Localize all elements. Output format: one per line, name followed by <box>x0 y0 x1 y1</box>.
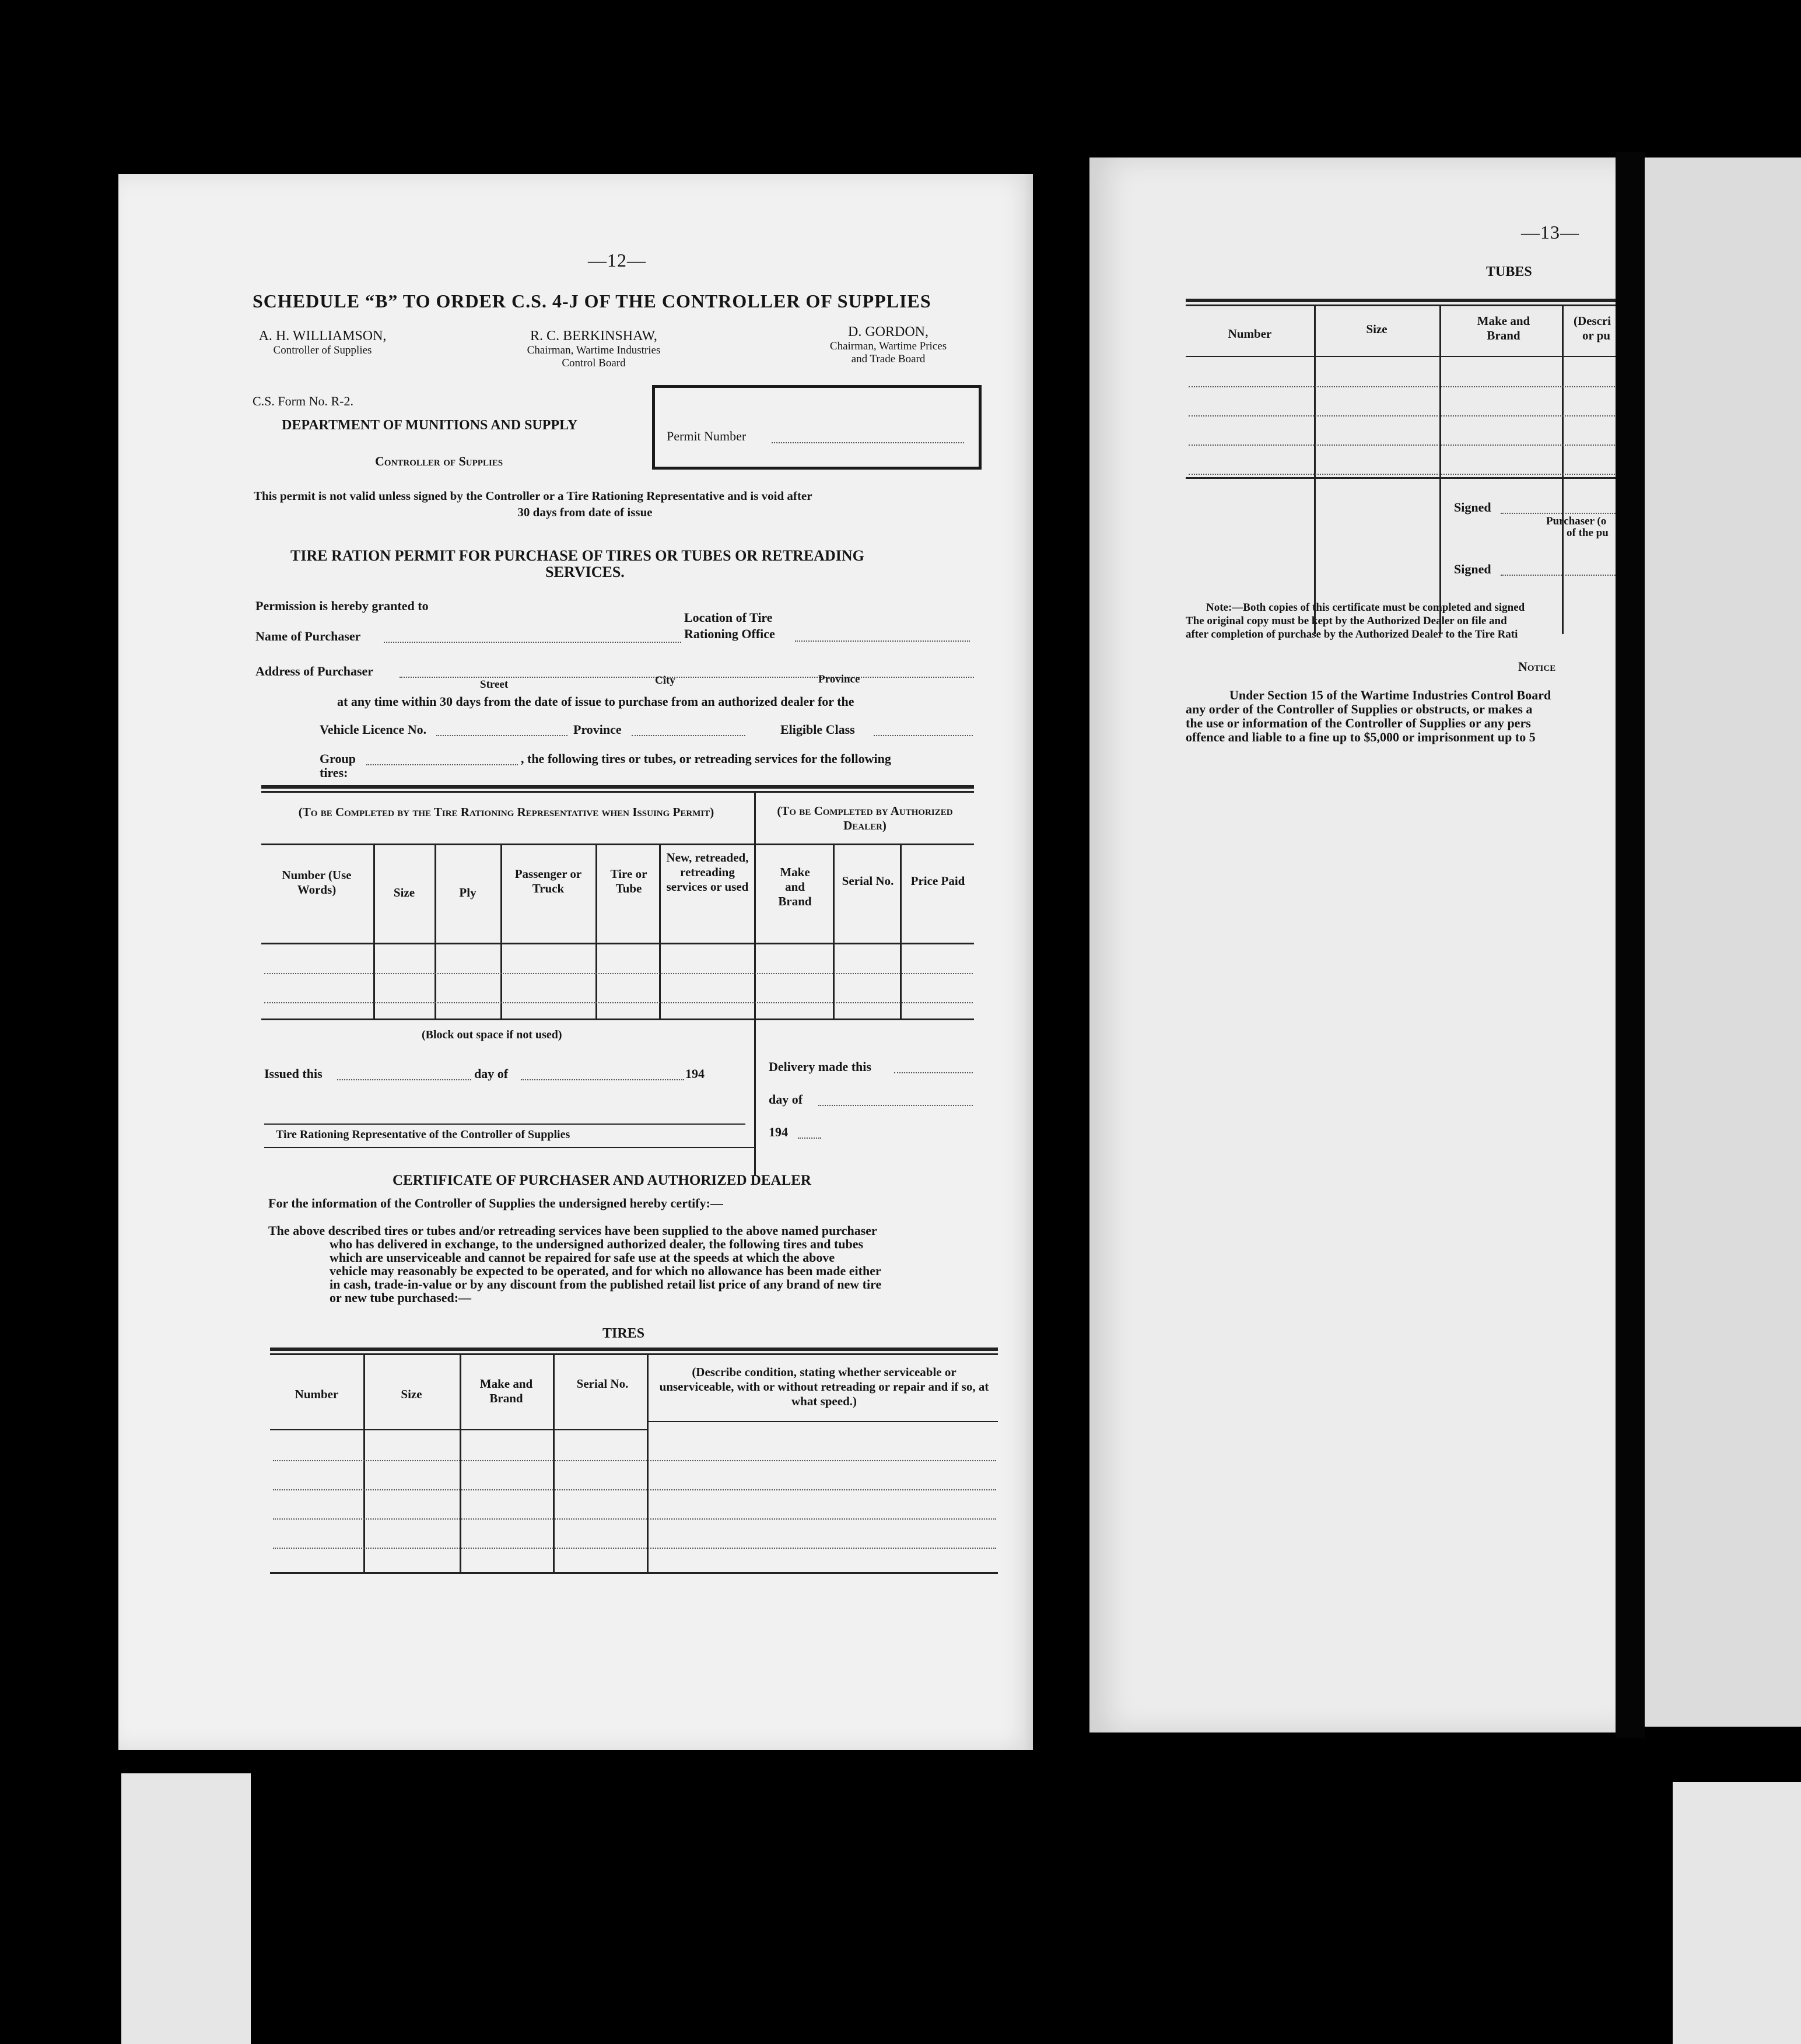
bottom-right-stub <box>1673 1782 1801 2044</box>
tires-col-number: Number <box>295 1387 339 1401</box>
tires-col-size: Size <box>401 1387 422 1401</box>
vehicle-licence-line[interactable] <box>436 735 567 736</box>
note-line: The original copy must be kept by the Authorized Dealer on file and <box>1186 615 1507 627</box>
col-serial-no: Serial No. <box>842 874 894 888</box>
notice-block <box>1186 688 1551 744</box>
col-size: Size <box>393 886 415 900</box>
permit-title-line-2: SERVICES. <box>545 564 625 580</box>
tubes-heading: TUBES <box>1486 264 1532 279</box>
validity-line-1: This permit is not valid unless signed by the Controller or a Tire Rationing Representative and is void after <box>254 489 812 503</box>
anytime-text: at any time within 30 days from the date of issue to purchase from an authorized dealer for the <box>337 694 854 709</box>
cert-line: who has delivered in exchange, to the undersigned authorized dealer, the following tires and tubes <box>330 1237 864 1251</box>
col-tire-tube: Tire or Tube <box>610 867 647 895</box>
col-make-brand: Make and Brand <box>778 865 812 908</box>
certificate-body <box>268 1224 881 1304</box>
tubes-col-number: Number <box>1228 327 1272 341</box>
bottom-left-stub <box>121 1773 251 2044</box>
official-williamson <box>235 328 410 357</box>
controller-label: Controller of Supplies <box>375 454 503 468</box>
notice-line: any order of the Controller of Supplies or obstructs, or makes a <box>1186 702 1533 716</box>
official-gordon <box>801 324 976 366</box>
official-name: R. C. BERKINSHAW, <box>530 328 657 344</box>
tires-label: tires: <box>320 765 348 780</box>
delivery-month-line[interactable] <box>818 1105 973 1106</box>
signed-line-2[interactable] <box>1501 575 1621 576</box>
official-role: Chairman, Wartime Industries <box>527 344 661 356</box>
tires-col-serial: Serial No. <box>576 1377 629 1391</box>
col-number: Number (Use Words) <box>282 868 352 897</box>
note-block <box>1186 601 1525 641</box>
delivery-day-line[interactable] <box>894 1072 973 1073</box>
permit-number-label: Permit Number <box>667 429 747 443</box>
permit-table-right-heading: (To be Completed by Authorized Dealer) <box>777 804 953 832</box>
official-berkinshaw <box>497 328 690 370</box>
note-line: Note:—Both copies of this certificate must be completed and signed <box>1206 601 1525 614</box>
cert-line: in cash, trade-in-value or by any discount from the published retail list price of any brand of new tire <box>330 1277 882 1292</box>
signed-label-2: Signed <box>1454 562 1491 576</box>
address-label: Address of Purchaser <box>255 664 374 678</box>
page-fold-shadow <box>1024 169 1088 1751</box>
form-number: C.S. Form No. R-2. <box>253 394 353 408</box>
tubes-col-describe <box>1574 314 1621 343</box>
far-right-page <box>1645 158 1801 1727</box>
province-line[interactable] <box>632 735 745 736</box>
cert-line: vehicle may reasonably be expected to be operated, and for which no allowance has been made either <box>330 1264 881 1278</box>
city-label: City <box>655 674 675 687</box>
signed-label-1: Signed <box>1454 500 1491 514</box>
issued-month-line[interactable] <box>521 1079 684 1080</box>
department: DEPARTMENT OF MUNITIONS AND SUPPLY <box>282 418 578 433</box>
name-of-purchaser-line[interactable] <box>384 642 681 643</box>
validity-line-2: 30 days from date of issue <box>517 505 653 519</box>
location-line[interactable] <box>795 640 970 642</box>
street-label: Street <box>480 678 509 691</box>
address-line[interactable] <box>400 677 974 678</box>
issued-day-line[interactable] <box>337 1079 471 1080</box>
group-label: Group <box>320 751 356 766</box>
representative-label: Tire Rationing Representative of the Controller of Supplies <box>276 1128 570 1141</box>
tubes-col-describe-1: (Descri <box>1574 314 1611 328</box>
issued-this-label: Issued this <box>264 1066 323 1081</box>
official-name: A. H. WILLIAMSON, <box>258 328 387 344</box>
notice-heading: Notice <box>1518 659 1556 674</box>
tubes-col-describe-2: or pu <box>1582 328 1611 342</box>
delivery-year-line[interactable] <box>798 1138 821 1139</box>
tires-col-make-brand: Make and Brand <box>479 1377 533 1405</box>
notice-line: the use or information of the Controller of Supplies or any pers <box>1186 716 1531 730</box>
cert-line: The above described tires or tubes and/or retreading services have been supplied to the above named purchaser <box>268 1223 877 1238</box>
eligible-class-label: Eligible Class <box>780 722 855 737</box>
certificate-title: CERTIFICATE OF PURCHASER AND AUTHORIZED DEALER <box>393 1172 811 1188</box>
cert-line: which are unserviceable and cannot be repaired for safe use at the speeds at which the above <box>330 1250 835 1265</box>
purchaser-label-cut: Purchaser (o <box>1546 515 1607 527</box>
group-rest-text: , the following tires or tubes, or retreading services for the following <box>521 751 891 766</box>
schedule-title: SCHEDULE “B” TO ORDER C.S. 4-J OF THE CONTROLLER OF SUPPLIES <box>253 290 931 312</box>
delivery-year-label: 194 <box>769 1125 788 1139</box>
official-name: D. GORDON, <box>848 324 928 340</box>
province-label: Province <box>573 722 622 737</box>
left-page <box>118 174 1033 1750</box>
note-line: after completion of purchase by the Authorized Dealer to the Tire Rati <box>1186 628 1518 640</box>
notice-line: offence and liable to a fine up to $5,000 or imprisonment up to 5 <box>1186 730 1536 744</box>
official-role-2: Control Board <box>562 357 626 369</box>
location-label-2: Rationing Office <box>684 626 775 641</box>
official-role: Controller of Supplies <box>273 344 372 356</box>
permit-table-left-heading: (To be Completed by the Tire Rationing Representative when Issuing Permit) <box>298 805 714 819</box>
tires-col-condition: (Describe condition, stating whether serviceable or unserviceable, with or without retreading or repair and if so, at what speed.) <box>659 1365 989 1408</box>
permit-number-line <box>772 442 964 443</box>
vehicle-licence-label: Vehicle Licence No. <box>320 722 427 737</box>
official-role-2: and Trade Board <box>851 353 926 365</box>
permit-number-box <box>652 385 982 470</box>
issued-year-label: 194 <box>685 1066 705 1081</box>
eligible-class-line[interactable] <box>874 735 973 736</box>
col-new-retreaded: New, retreaded, retreading services or used <box>666 850 749 894</box>
tires-heading: TIRES <box>602 1326 645 1341</box>
permit-title-line-1: TIRE RATION PERMIT FOR PURCHASE OF TIRES OR TUBES OR RETREADING <box>290 547 864 564</box>
delivery-made-label: Delivery made this <box>769 1059 871 1074</box>
col-price-paid: Price Paid <box>910 874 965 888</box>
group-line[interactable] <box>366 764 518 765</box>
delivery-day-of-label: day of <box>769 1092 803 1107</box>
province-sublabel: Province <box>818 673 860 685</box>
col-ply: Ply <box>459 886 476 900</box>
right-spine <box>1616 152 1645 1738</box>
name-of-purchaser-label: Name of Purchaser <box>255 629 361 643</box>
purchaser-label-cut-2: of the pu <box>1567 527 1609 539</box>
page-number-right: —13— <box>1521 222 1579 243</box>
signed-line-1[interactable] <box>1501 513 1621 514</box>
permission-text: Permission is hereby granted to <box>255 598 429 613</box>
tubes-col-make-brand: Make and Brand <box>1477 314 1530 342</box>
block-out-note: (Block out space if not used) <box>422 1028 562 1041</box>
page-number: —12— <box>588 250 646 271</box>
tubes-col-size: Size <box>1366 322 1387 336</box>
official-role: Chairman, Wartime Prices <box>829 340 947 352</box>
right-page <box>1089 158 1621 1732</box>
col-passenger-truck: Passenger or Truck <box>514 867 582 895</box>
issued-day-of-label: day of <box>474 1066 509 1081</box>
notice-line: Under Section 15 of the Wartime Industries Control Board <box>1229 688 1551 702</box>
certificate-intro: For the information of the Controller of Supplies the undersigned hereby certify:— <box>268 1196 723 1210</box>
location-label-1: Location of Tire <box>684 610 773 625</box>
cert-line: or new tube purchased:— <box>330 1290 472 1305</box>
